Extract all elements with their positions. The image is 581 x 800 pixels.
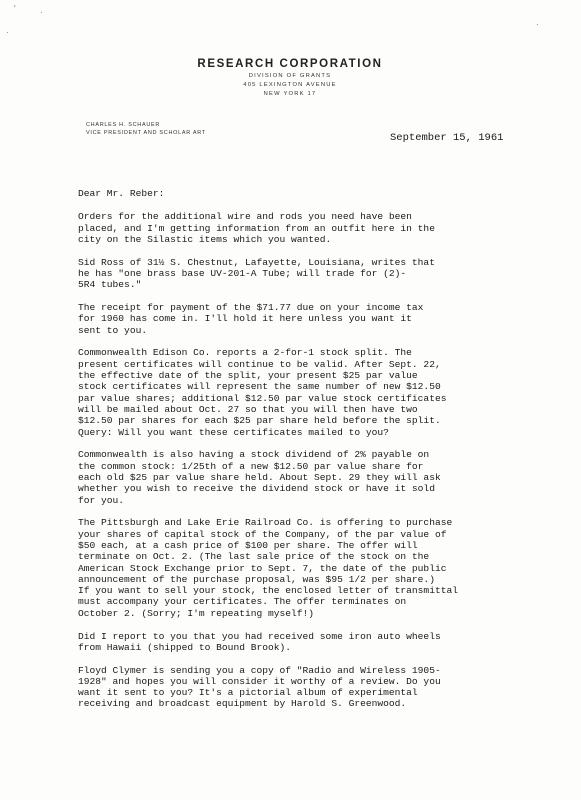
sender-title: VICE PRESIDENT AND SCHOLAR ART	[86, 130, 206, 136]
letterhead	[150, 58, 430, 97]
street-address: 405 LEXINGTON AVENUE	[243, 82, 337, 88]
scan-speck: ·	[40, 8, 43, 17]
paragraph: The receipt for payment of the $71.77 due on your income tax for 1960 has come in. I'll hold it here unless you want it sent to you.	[78, 302, 424, 336]
division-line: DIVISION OF GRANTS	[248, 73, 332, 79]
letter-body	[78, 188, 550, 721]
paragraph: Commonwealth Edison Co. reports a 2-for-1 stock split. The present certificates will continue to be valid. After Sept. 22, the effective date of the split, your present $25 par value stock certificates will represent the same number of new $12.50 par value shares; additional $12.50 par value stock certificates will be mailed about Oct. 27 so that you will then have two $12.50 par shares for each $25 par share held before the split. Query: Will you want these certificates mailed to you?	[78, 347, 447, 438]
organization-name: RESEARCH CORPORATION	[197, 58, 383, 70]
paragraph: The Pittsburgh and Lake Erie Railroad Co. is offering to purchase your shares of capital stock of the Company, of the par value of $50 each, at a cash price of $100 per share. The offer will terminate on Oct. 2. (The last sale price of the stock on the American Stock Exchange prior to Sept. 7, the date of the public announcement of the purchase proposal, was $95 1/2 per share.) If you want to sell your stock, the enclosed letter of transmittal must accompany your certificates. The offer terminates on October 2. (Sorry; I'm repeating myself!)	[78, 517, 458, 619]
paragraph: Orders for the additional wire and rods you need have been placed, and I'm getting information from an outfit here in the city on the Silastic items which you wanted.	[78, 211, 435, 245]
scan-speck: ·	[6, 28, 9, 37]
paragraph: Floyd Clymer is sending you a copy of "Radio and Wireless 1905- 1928" and hopes you will consider it worthy of a review. Do you want it sent to you? It's a pictorial album of experimental receiving and broadcast equipment by Harold S. Greenwood.	[78, 664, 441, 710]
scan-speck: ·	[536, 20, 539, 29]
scan-speck: ′	[14, 4, 16, 13]
sender-name: CHARLES H. SCHAUER	[86, 122, 161, 128]
sender-block	[86, 121, 206, 137]
letter-date: September 15, 1961	[390, 132, 504, 144]
paragraph: Sid Ross of 31½ S. Chestnut, Lafayette, Louisiana, writes that he has "one brass base UV-201-A Tube; will trade for (2)- 5R4 tubes."	[78, 256, 435, 291]
salutation: Dear Mr. Reber:	[78, 188, 165, 199]
city-line: NEW YORK 17	[263, 91, 317, 97]
paragraph: Commonwealth is also having a stock dividend of 2% payable on the common stock: 1/25th of a new $12.50 par value share for each old $25 par value share held. About Sept. 29 they will ask whether you wish to receive the dividend stock or have it sold for you.	[78, 449, 441, 506]
paragraph: Did I report to you that you had received some iron auto wheels from Hawaii (shipped to Bound Brook).	[78, 630, 441, 653]
